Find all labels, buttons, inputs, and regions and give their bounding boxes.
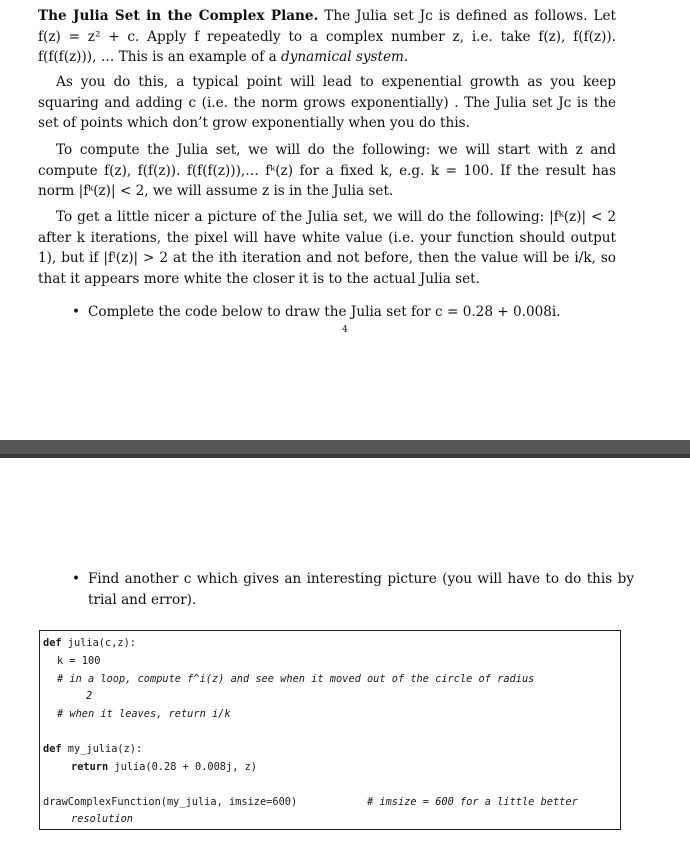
code-comment-imsize-cont: resolution <box>71 813 133 825</box>
bullet-icon: • <box>72 304 81 320</box>
code-comment-return: # when it leaves, return i/k <box>57 708 231 720</box>
intro-end: . <box>403 49 409 65</box>
julia-signature: julia(c,z): <box>61 637 137 649</box>
page-number: 4 <box>342 325 348 335</box>
dynamical-system-term: dynamical system <box>281 49 404 65</box>
code-block <box>39 630 621 830</box>
code-comment-loop-cont: 2 <box>86 690 93 702</box>
bullet-icon: • <box>72 571 81 587</box>
code-line-draw-call: drawComplexFunction(my_julia, imsize=600) <box>43 796 298 808</box>
return-expression: julia(0.28 + 0.008j, z) <box>108 761 257 773</box>
my-julia-signature: my_julia(z): <box>61 743 143 755</box>
section-title: The Julia Set in the Complex Plane. <box>38 8 319 24</box>
intro-text: The Julia set Jᴄ is defined as follows. Let f(z) = z² + c. Apply f repeatedly to a complex number z, i.e. take f(z), f(f(z)). f(f(f(z))), … This is an example of a <box>38 8 616 65</box>
code-line-def-my-julia <box>43 743 142 755</box>
bullet-find-c <box>70 569 634 610</box>
bullet-complete-code <box>70 302 634 323</box>
code-line-def-julia <box>43 637 136 649</box>
nicer-picture-paragraph: To get a little nicer a picture of the Julia set, we will do the following: |fᵏ(z)| < 2 after k iterations, the pixel will have white value (i.e. your function should output 1), but if |fⁱ(z)| > 2 at the ith iteration and not before, then the value will be i/k, so that it appears more white the closer it is to the actual Julia set. <box>38 209 616 287</box>
code-line-k: k = 100 <box>57 655 101 667</box>
return-keyword: return <box>71 761 109 773</box>
def-keyword: def <box>43 637 62 649</box>
code-comment-imsize: # imsize = 600 for a little better <box>367 796 578 808</box>
page-divider <box>0 440 690 458</box>
growth-paragraph: As you do this, a typical point will lead to expenential growth as you keep squaring and adding c (i.e. the norm grows exponentially) . The Julia set Jᴄ is the set of points which don’t grow exponentially when you do this. <box>38 74 616 131</box>
intro-paragraph <box>38 6 616 68</box>
def-keyword: def <box>43 743 62 755</box>
bullet-find-c-text: Find another c which gives an interesting picture (you will have to do this by trial and error). <box>88 571 634 608</box>
code-comment-loop: # in a loop, compute f^i(z) and see when it moved out of the circle of radius <box>57 673 535 685</box>
compute-paragraph: To compute the Julia set, we will do the following: we will start with z and compute f(z), f(f(z)). f(f(f(z))),… fᵏ(z) for a fixed k, e.g. k = 100. If the result has norm |fᵏ(z)| < 2, we will assume z is in the Julia set. <box>38 142 616 199</box>
code-line-return <box>71 761 257 773</box>
bullet-complete-code-text: Complete the code below to draw the Julia set for c = 0.28 + 0.008i. <box>88 304 561 320</box>
